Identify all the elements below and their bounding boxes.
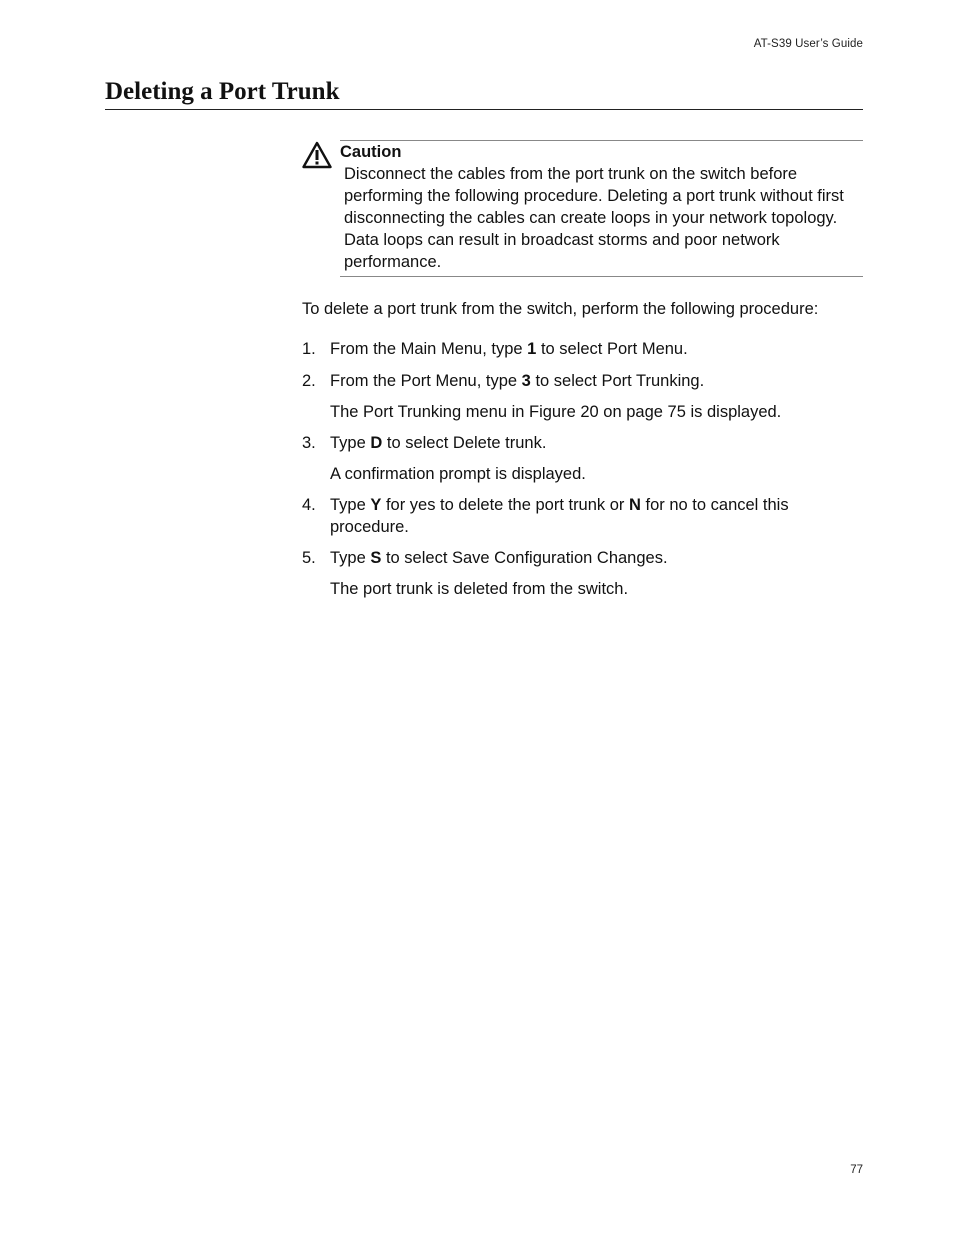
key-name: 3 [521, 372, 531, 390]
step-note: A confirmation prompt is displayed. [330, 465, 586, 483]
intro-paragraph: To delete a port trunk from the switch, perform the following procedure: [302, 300, 819, 318]
step-text: Type Y for yes to delete the port trunk or N for no to cancel this procedure. [330, 496, 789, 536]
caution-text: Disconnect the cables from the port trunk on the switch before performing the following procedure. Deleting a port trunk without first disconnecting the cables can create loops in your network topology. Data loops can result in broadcast storms and poor network performance. [344, 165, 844, 271]
section-title: Deleting a Port Trunk [105, 78, 340, 105]
key-name: D [370, 434, 383, 452]
warning-triangle-icon [302, 141, 332, 169]
step-note: The Port Trunking menu in Figure 20 on page 75 is displayed. [330, 403, 782, 421]
key-name: 1 [527, 340, 537, 358]
page-number: 77 [850, 1164, 863, 1176]
step-text: Type D to select Delete trunk. [330, 434, 547, 452]
step-number: 4. [302, 496, 316, 514]
step-text: Type S to select Save Configuration Changes. [330, 549, 668, 567]
step-number: 2. [302, 372, 316, 390]
step-number: 1. [302, 340, 316, 358]
caution-label: Caution [340, 143, 402, 161]
key-name: S [370, 549, 382, 567]
running-header: AT-S39 User’s Guide [753, 38, 863, 50]
key-name: N [629, 496, 641, 514]
key-name: Y [370, 496, 382, 514]
title-rule [105, 109, 863, 110]
step-text: From the Port Menu, type 3 to select Port Trunking. [330, 372, 705, 390]
step-note: The port trunk is deleted from the switch. [330, 580, 629, 598]
step-number: 3. [302, 434, 316, 452]
step-number: 5. [302, 549, 316, 567]
step-text: From the Main Menu, type 1 to select Port Menu. [330, 340, 688, 358]
